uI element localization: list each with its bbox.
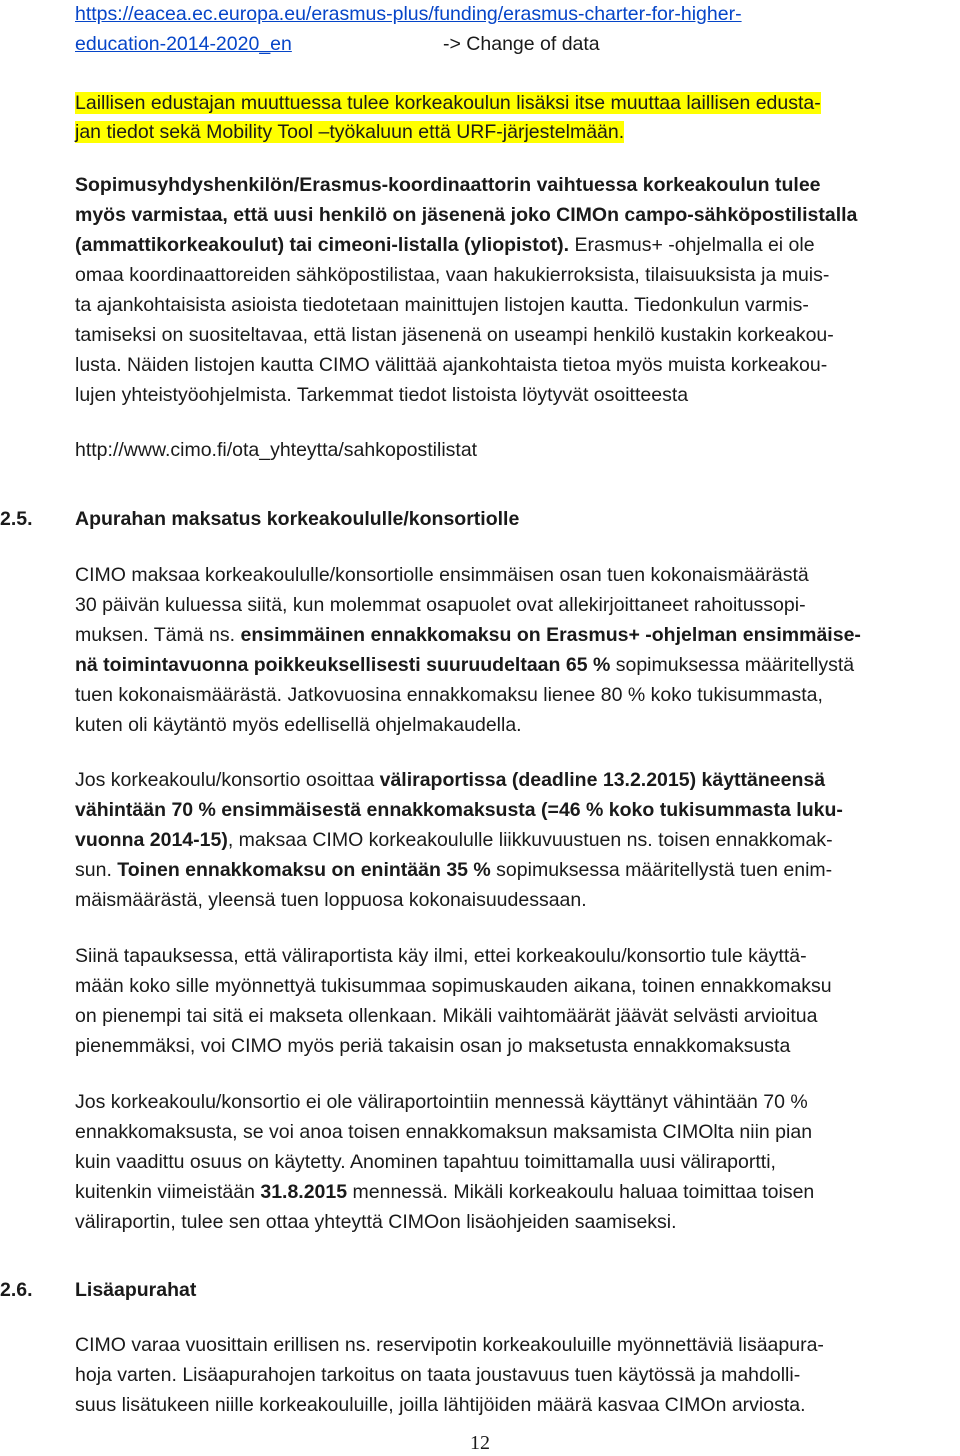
contact-line: lusta. Näiden listojen kautta CIMO välittää ajankohtaista tietoa myös muista korkeakou-: [75, 354, 828, 376]
body-line: suus lisätukeen niille korkeakouluille, joilla lähtijöiden määrä kasvaa CIMOn arviosta.: [75, 1394, 806, 1416]
contact-text: Erasmus+ -ohjelmalla ei ole: [569, 234, 815, 256]
body-line: ennakkomaksusta, se voi anoa toisen ennakkomaksun maksamista CIMOlta niin pian: [75, 1121, 813, 1143]
highlighted-text: jan tiedot sekä Mobility Tool –työkaluun että URF-järjestelmään.: [75, 121, 625, 143]
link-line-2: [75, 32, 600, 56]
body-text: , maksaa CIMO korkeakoululle liikkuvuustuen ns. toisen ennakkomak-: [227, 829, 833, 851]
section-number: 2.5.: [0, 508, 33, 530]
body-line: 30 päivän kuluessa siitä, kun molemmat osapuolet ovat allekirjoittaneet rahoitussopi-: [75, 594, 806, 616]
link-line-1[interactable]: [75, 2, 742, 26]
section-title: Apurahan maksatus korkeakoululle/konsortiolle: [75, 508, 520, 530]
body-bold-text: vuonna 2014-15): [75, 829, 228, 851]
change-of-data-note: -> Change of data: [443, 33, 600, 55]
contact-bold-line: Sopimusyhdyshenkilön/Erasmus-koordinaattorin vaihtuessa korkeakoulun tulee: [75, 174, 821, 196]
body-line: vähintään 70 % ensimmäisestä ennakkomaksusta (=46 % koko tukisummasta luku-: [75, 799, 843, 821]
contact-bold-text: (ammattikorkeakoulut) tai cimeoni-listalla (yliopistot).: [75, 234, 570, 256]
body-bold-text: 31.8.2015: [260, 1181, 348, 1203]
body-bold-text: nä toimintavuonna poikkeuksellisesti suuruudeltaan 65 %: [75, 654, 611, 676]
highlight-line-2: [75, 120, 624, 144]
body-line: [75, 858, 832, 882]
contact-line: omaa koordinaattoreiden sähköpostilistaa, vaan hakukierroksista, tilaisuuksista ja muis-: [75, 264, 830, 286]
highlight-line-1: [75, 91, 821, 115]
body-line: väliraportin, tulee sen ottaa yhteyttä CIMOon lisäohjeiden saamiseksi.: [75, 1211, 677, 1233]
body-line: [75, 828, 833, 852]
body-line: hoja varten. Lisäapurahojen tarkoitus on taata joustavuus tuen käytössä ja mahdolli-: [75, 1364, 801, 1386]
body-line: CIMO varaa vuosittain erillisen ns. reservipotin korkeakouluille myönnettäviä lisäapura-: [75, 1334, 824, 1356]
highlighted-text: Laillisen edustajan muuttuessa tulee korkeakoulun lisäksi itse muuttaa laillisen edusta-: [75, 92, 821, 114]
page-number: 12: [470, 1432, 490, 1454]
body-bold-text: Toinen ennakkomaksu on enintään 35 %: [117, 859, 491, 881]
body-bold-text: ensimmäinen ennakkomaksu on Erasmus+ -ohjelman ensimmäise-: [240, 624, 861, 646]
body-line: CIMO maksaa korkeakoululle/konsortiolle ensimmäisen osan tuen kokonaismäärästä: [75, 564, 809, 586]
body-line: [75, 653, 854, 677]
contact-line: lujen yhteistyöohjelmista. Tarkemmat tiedot listoista löytyvät osoitteesta: [75, 384, 689, 406]
body-bold-text: väliraportissa (deadline 13.2.2015) käyttäneensä: [379, 769, 826, 791]
body-line: [75, 623, 861, 647]
eacea-charter-link[interactable]: https://eacea.ec.europa.eu/erasmus-plus/funding/erasmus-charter-for-higher-: [75, 3, 742, 25]
body-text: sun.: [75, 859, 118, 881]
body-line: on pienempi tai sitä ei makseta ollenkaan. Mikäli vaihtomäärät jäävät selvästi arvioitua: [75, 1005, 818, 1027]
eacea-charter-link-cont[interactable]: education-2014-2020_en: [75, 33, 292, 55]
contact-line: [75, 233, 815, 257]
body-line: Jos korkeakoulu/konsortio ei ole väliraportointiin mennessä käyttänyt vähintään 70 %: [75, 1091, 808, 1113]
contact-line: tamiseksi on suositeltavaa, että listan jäsenenä on useampi henkilö kustakin korkeakou-: [75, 324, 834, 346]
contact-line: ta ajankohtaisista asioista tiedotetaan mainittujen listojen kautta. Tiedonkulun varmis-: [75, 294, 809, 316]
body-line: pienemmäksi, voi CIMO myös periä takaisin osan jo maksetusta ennakkomaksusta: [75, 1035, 791, 1057]
body-text: muksen. Tämä ns.: [75, 624, 241, 646]
body-text: sopimuksessa määritellystä tuen enim-: [490, 859, 833, 881]
body-text: sopimuksessa määritellystä: [610, 654, 855, 676]
body-line: mäismäärästä, yleensä tuen loppuosa kokonaisuudessaan.: [75, 889, 587, 911]
body-line: kuin vaadittu osuus on käytetty. Anominen tapahtuu toimittamalla uusi väliraportti,: [75, 1151, 776, 1173]
cimo-mailing-list-url[interactable]: http://www.cimo.fi/ota_yhteytta/sahkopostilistat: [75, 439, 478, 461]
body-line: Siinä tapauksessa, että väliraportista käy ilmi, ettei korkeakoulu/konsortio tule käyttä-: [75, 945, 807, 967]
body-line: kuten oli käytäntö myös edellisellä ohjelmakaudella.: [75, 714, 522, 736]
section-number: 2.6.: [0, 1279, 33, 1301]
contact-bold-line: myös varmistaa, että uusi henkilö on jäsenenä joko CIMOn campo-sähköpostilistalla: [75, 204, 858, 226]
body-line: [75, 1180, 814, 1204]
body-text: Jos korkeakoulu/konsortio osoittaa: [75, 769, 380, 791]
body-line: tuen kokonaismäärästä. Jatkovuosina ennakkomaksu lienee 80 % koko tukisummasta,: [75, 684, 823, 706]
body-line: [75, 768, 825, 792]
body-line: mään koko sille myönnettyä tukisummaa sopimuskauden aikana, toinen ennakkomaksu: [75, 975, 832, 997]
section-title: Lisäapurahat: [75, 1279, 197, 1301]
body-text: mennessä. Mikäli korkeakoulu haluaa toimittaa toisen: [347, 1181, 815, 1203]
body-text: kuitenkin viimeistään: [75, 1181, 261, 1203]
